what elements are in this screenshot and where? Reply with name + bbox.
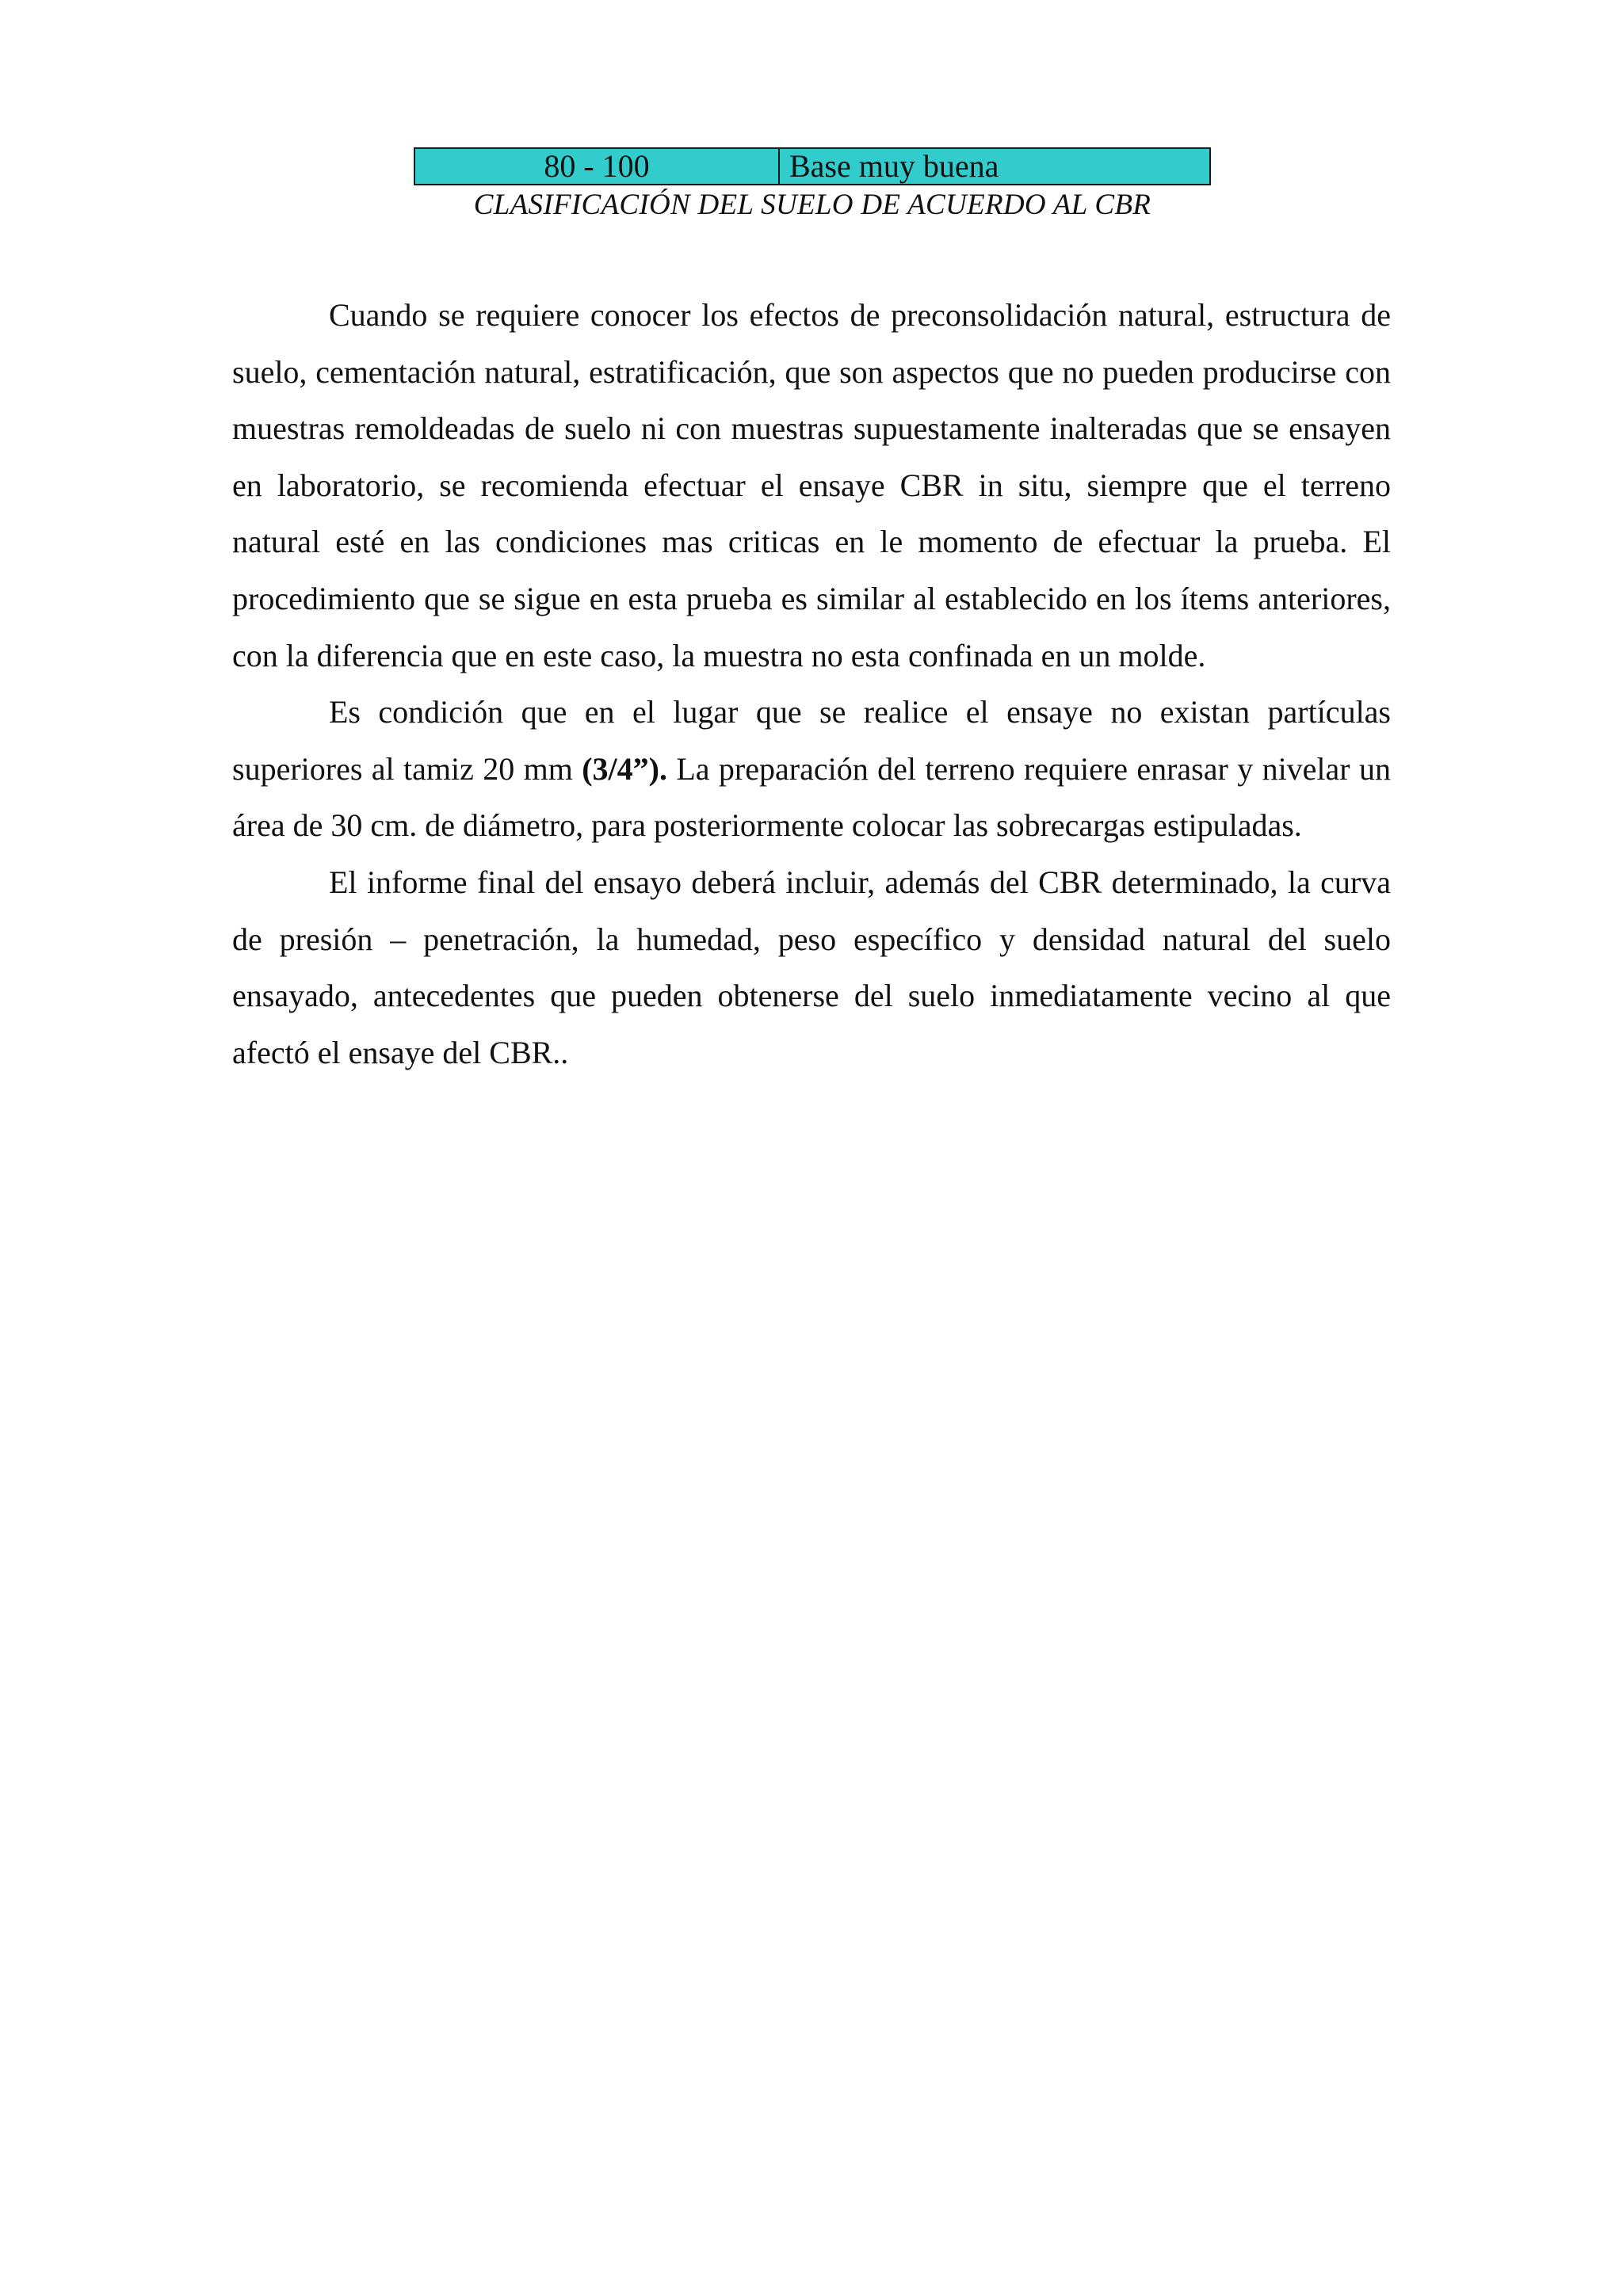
paragraph-in-situ-test: Cuando se requiere conocer los efectos de preconsolidación natural, estructura de suelo, cementación natural, estratificación, que son aspectos que no pueden producirse con muestras remoldeadas de suelo ni con muestras supuestamente inalteradas que se ensayen en laboratorio, se recomienda efectuar el ensaye CBR in situ, siempre que el terreno natural esté en las condiciones mas criticas en le momento de efectuar la prueba. El procedimiento que se sigue en esta prueba es similar al establecido en los ítems anteriores, con la diferencia que en este caso, la muestra no esta confinada en un molde. [232, 297, 1391, 673]
body-text [232, 287, 1391, 1081]
cbr-range-cell: 80 - 100 [414, 148, 779, 185]
paragraph-text: Es condición que en el lugar que se realice el ensaye no existan partículas superiores al tamiz 20 mm [232, 694, 1391, 787]
cbr-classification-table [414, 147, 1211, 185]
soil-classification-cell: Base muy buena [779, 148, 1210, 185]
table-caption: CLASIFICACIÓN DEL SUELO DE ACUERDO AL CBR [473, 189, 1151, 221]
paragraph-terrain-preparation [232, 684, 1391, 854]
table-row [414, 148, 1210, 185]
sieve-size-bold: (3/4”). [582, 750, 667, 787]
paragraph-text: La preparación del terreno requiere enrasar y nivelar un área de 30 cm. de diámetro, para posteriormente colocar las sobrecargas estipuladas. [232, 750, 1391, 844]
paragraph-final-report: El informe final del ensayo deberá incluir, además del CBR determinado, la curva de presión – penetración, la humedad, peso específico y densidad natural del suelo ensayado, antecedentes que pueden obtenerse del suelo inmediatamente vecino al que afectó el ensaye del CBR.. [232, 864, 1391, 1070]
